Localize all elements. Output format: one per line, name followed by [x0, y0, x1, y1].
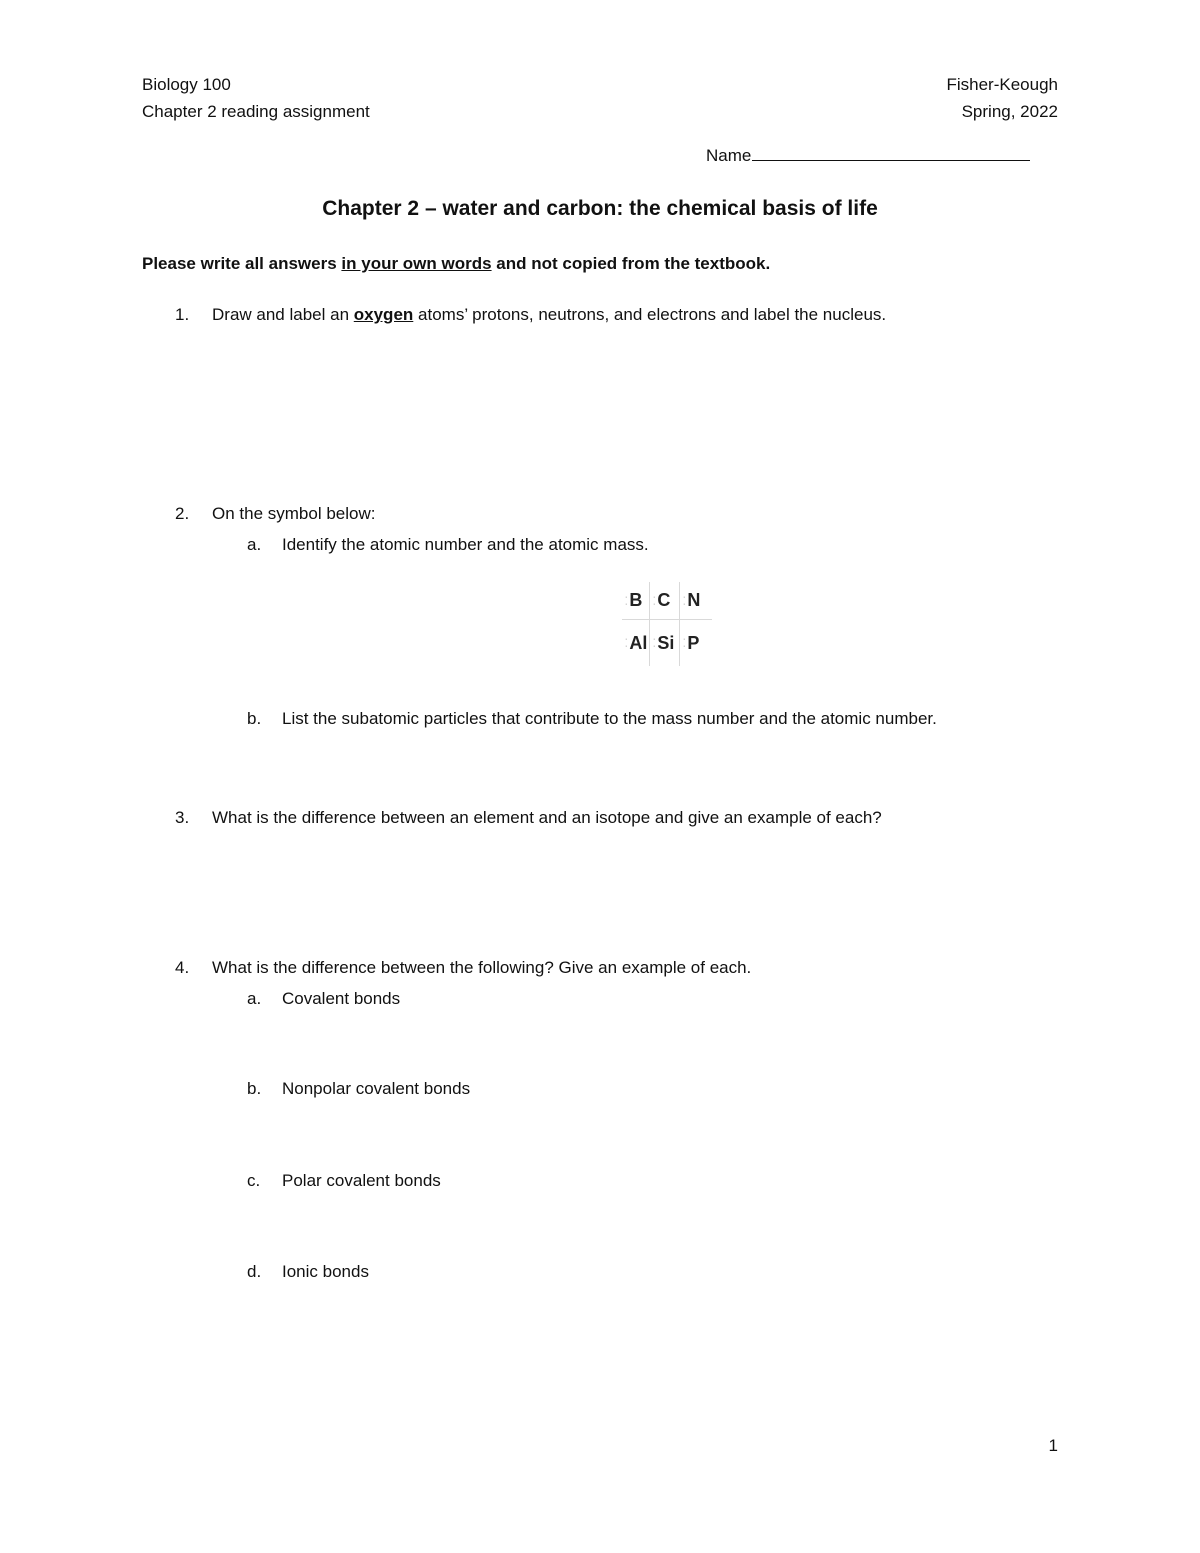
- q4a-text: Covalent bonds: [282, 989, 401, 1008]
- element-cell-si: [650, 620, 680, 666]
- q4d-letter: d.: [247, 1262, 262, 1281]
- q1-pre: Draw and label an: [212, 305, 354, 324]
- q1-emphasis: oxygen: [353, 305, 414, 324]
- page-number: 1: [1048, 1436, 1058, 1455]
- element-nums: · ·: [653, 593, 656, 608]
- element-symbol: B: [629, 590, 643, 610]
- element-nums: · ·: [683, 593, 686, 608]
- q4b-text: Nonpolar covalent bonds: [282, 1079, 471, 1098]
- q4c-text: Polar covalent bonds: [282, 1171, 441, 1190]
- instructions-pre: Please write all answers: [142, 254, 342, 273]
- q1-text: [212, 305, 886, 325]
- q2-text: On the symbol below:: [212, 504, 376, 523]
- q4b-letter: b.: [247, 1079, 262, 1098]
- term: Spring, 2022: [961, 102, 1058, 121]
- q4-number: 4.: [175, 958, 190, 977]
- element-symbol: Al: [629, 632, 648, 653]
- q4-text: What is the difference between the following? Give an example of each.: [212, 958, 752, 977]
- instructor-name: Fisher-Keough: [946, 75, 1058, 94]
- element-symbol: N: [687, 590, 701, 610]
- element-cell-n: [680, 582, 712, 620]
- element-symbol: P: [687, 632, 700, 653]
- element-cell-b: [622, 582, 650, 620]
- q2a-letter: a.: [247, 535, 262, 554]
- q4a-letter: a.: [247, 989, 262, 1008]
- course-name: Biology 100: [142, 75, 231, 94]
- element-cell-c: [650, 582, 680, 620]
- element-nums: · ·: [653, 636, 656, 650]
- q2a-text: Identify the atomic number and the atomic mass.: [282, 535, 649, 554]
- element-symbols-table: [622, 582, 712, 666]
- instructions-emphasis: in your own words: [341, 254, 492, 273]
- element-nums: · ·: [683, 636, 686, 650]
- q1-post: atoms’ protons, neutrons, and electrons and label the nucleus.: [413, 305, 887, 324]
- instructions-post: and not copied from the textbook.: [491, 254, 771, 273]
- element-cell-al: [622, 620, 650, 666]
- name-label: Name: [706, 146, 752, 165]
- q1-number: 1.: [175, 305, 190, 324]
- element-symbol: Si: [657, 632, 675, 653]
- q3-number: 3.: [175, 808, 190, 827]
- name-blank-line: [752, 146, 1030, 161]
- element-nums: · ·: [625, 593, 628, 608]
- element-nums: · ·: [625, 636, 628, 650]
- q4d-text: Ionic bonds: [282, 1262, 369, 1281]
- q2b-letter: b.: [247, 709, 262, 728]
- q3-text: What is the difference between an element and an isotope and give an example of each?: [212, 808, 882, 827]
- page-title: Chapter 2 – water and carbon: the chemical basis of life: [322, 197, 878, 220]
- q2b-text: List the subatomic particles that contribute to the mass number and the atomic number.: [282, 709, 937, 728]
- instructions: [142, 254, 770, 274]
- name-field[interactable]: [706, 146, 1030, 166]
- q4c-letter: c.: [247, 1171, 261, 1190]
- element-cell-p: [680, 620, 712, 666]
- assignment-name: Chapter 2 reading assignment: [142, 102, 370, 121]
- q2-number: 2.: [175, 504, 190, 523]
- element-symbol: C: [657, 590, 671, 610]
